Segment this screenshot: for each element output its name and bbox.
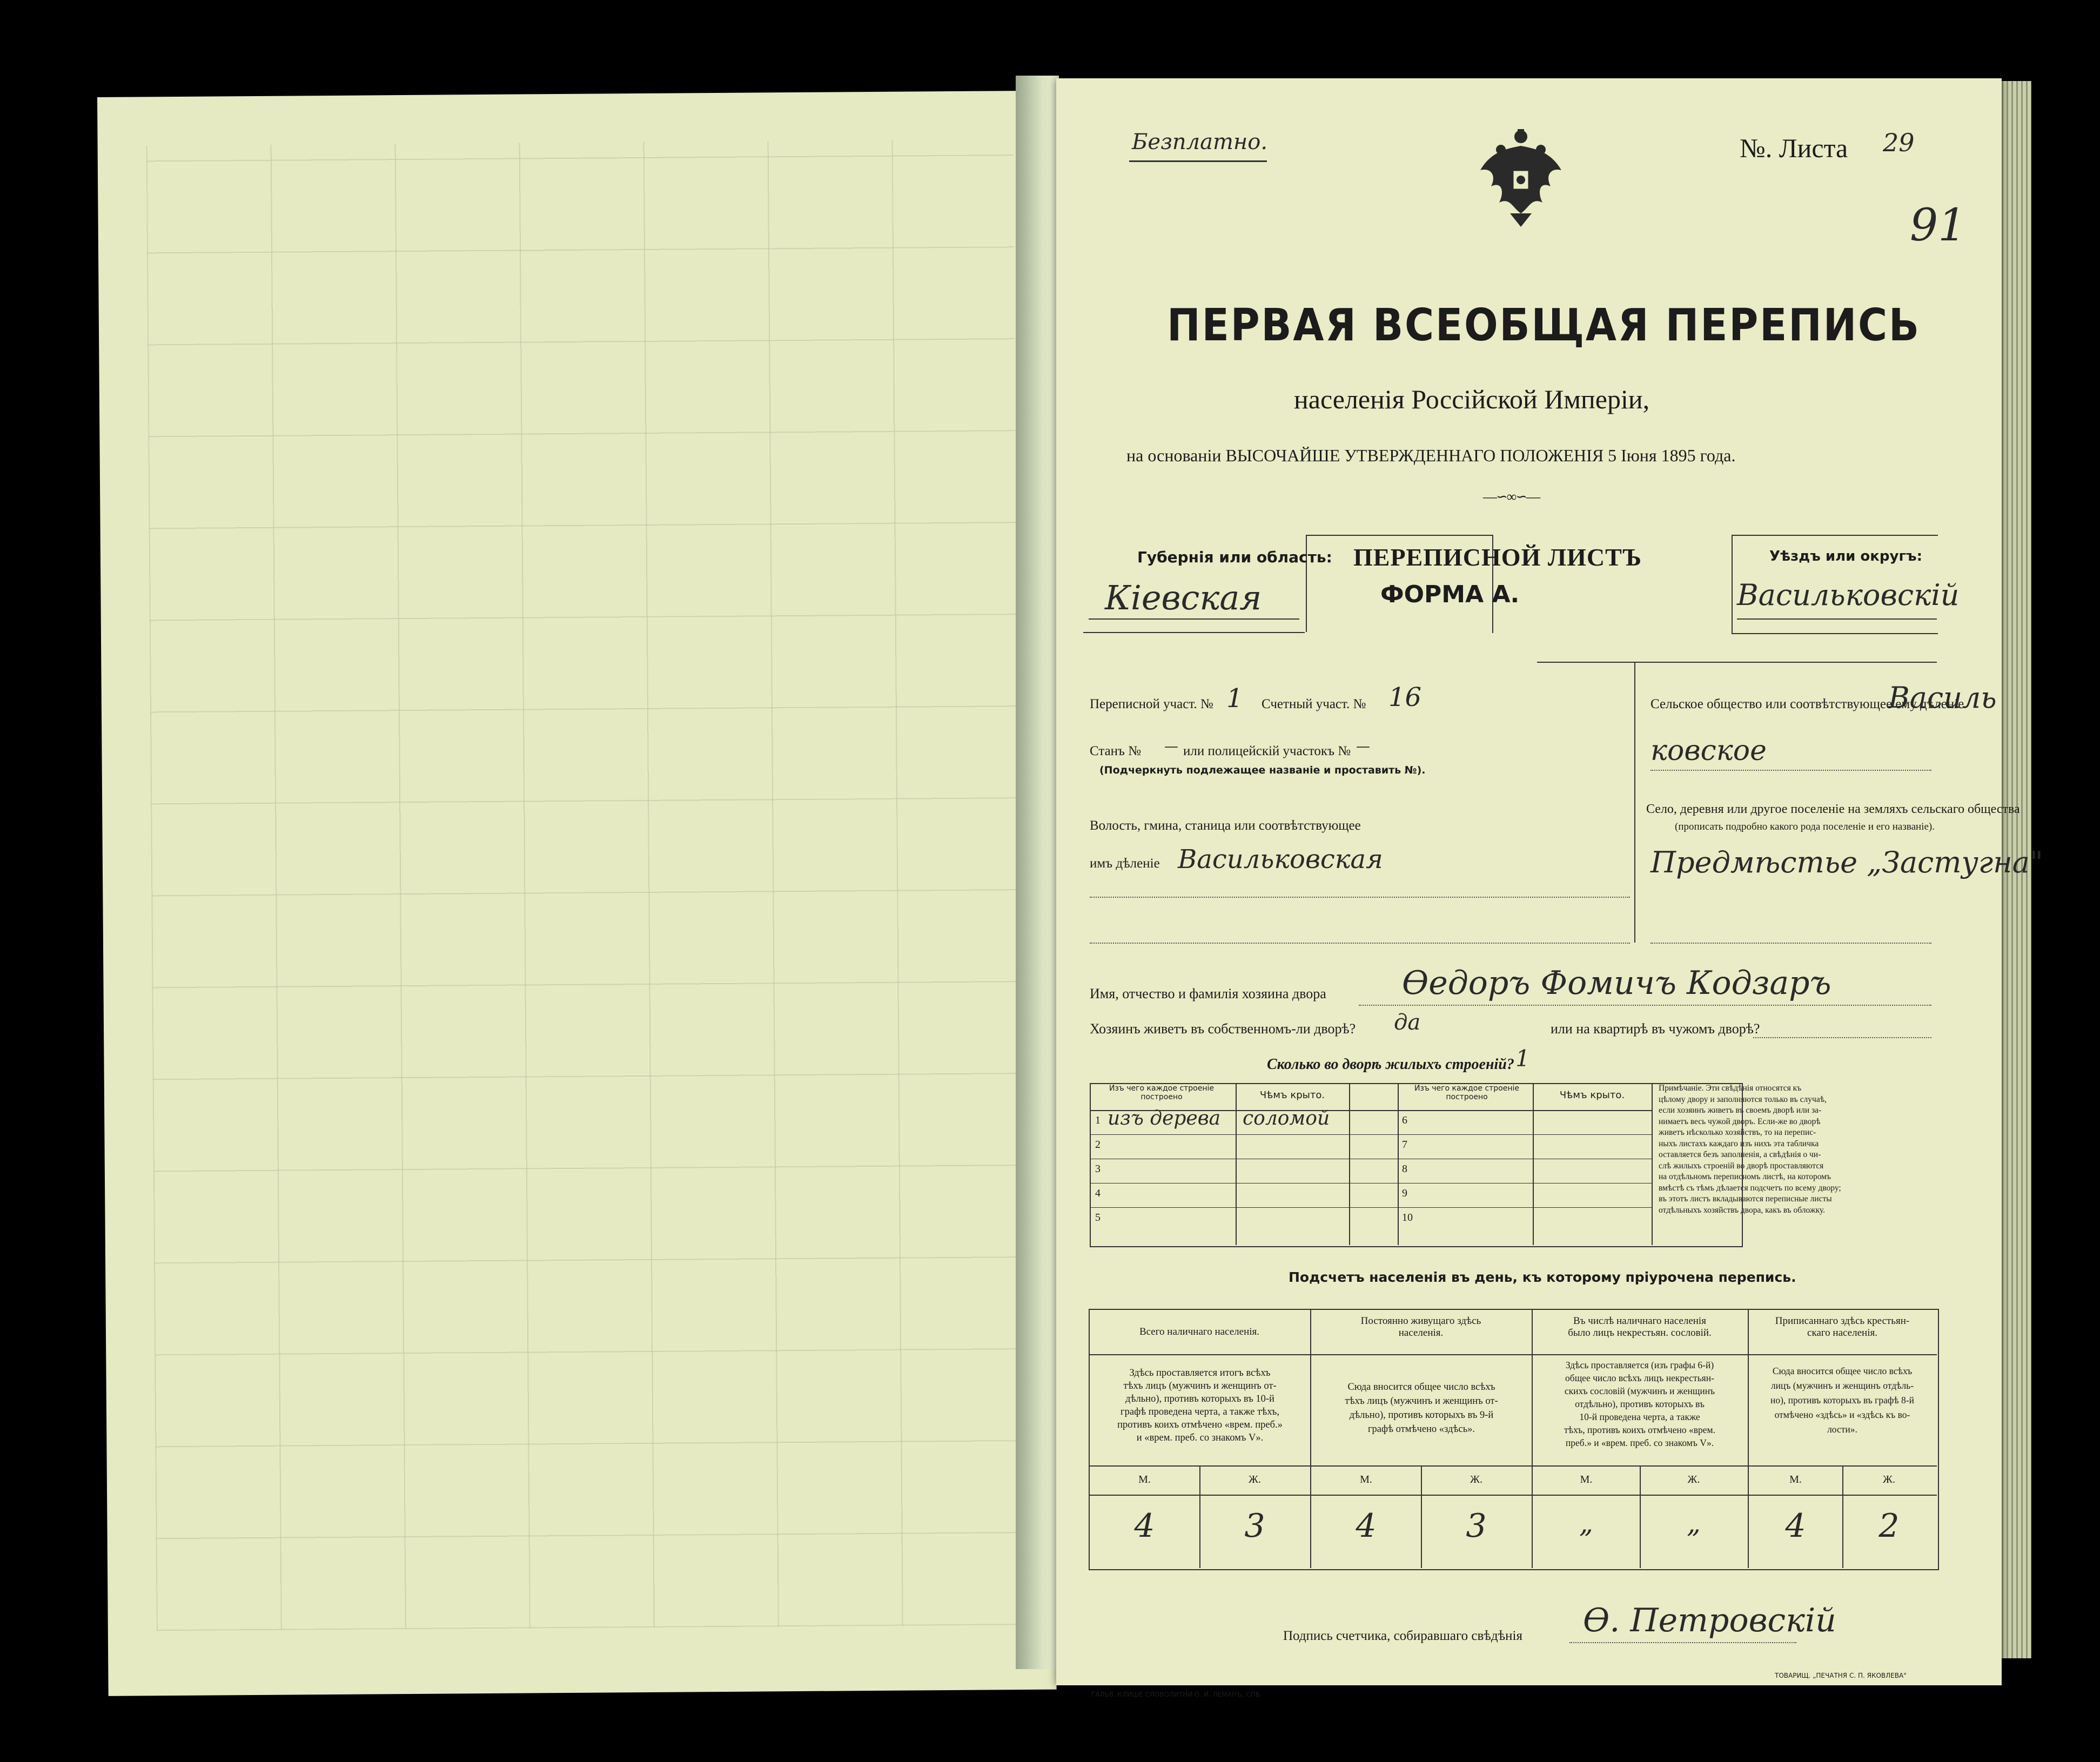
society-line [1651,770,1931,771]
title-line: Приписаннаго здѣсь крестьян- [1775,1315,1910,1327]
f-label: Ж. [1249,1474,1261,1485]
count-area-value: 16 [1388,682,1422,712]
f-value: 3 [1244,1507,1265,1545]
row-line [1090,1134,1652,1135]
row-num: 4 [1095,1187,1101,1199]
count-col-title [1749,1315,1936,1339]
note-line: на отдѣльномъ переписномъ листѣ, на которомъ [1659,1172,1831,1181]
title-line: скаго населенія. [1807,1327,1877,1339]
rent-label: или на квартирѣ въ чужомъ дворѣ? [1551,1021,1760,1037]
col-material-left: Изъ чего каждое строеніе построено [1109,1084,1215,1101]
desc-line: Сюда вносится общее число всѣхъ [1347,1382,1495,1393]
desc-line: преб.» и «врем. преб. со знакомъ V». [1565,1437,1714,1448]
village-label: Село, деревня или другое поселеніе на земляхъ сельскаго общества [1646,802,2020,816]
census-basis: на основаніи ВЫСОЧАЙШЕ УТВЕРЖДЕННАГО ПОЛОЖЕНІЯ 5 Іюня 1895 года. [1126,446,1736,465]
police-value: — [1356,738,1370,755]
f-label: Ж. [1883,1474,1895,1485]
note-line: если хозяинъ живетъ въ своемъ дворѣ или за- [1659,1106,1822,1115]
desc-line: Здѣсь проставляется итогъ всѣхъ [1129,1368,1271,1378]
desc-line: отдѣльно), противъ которыхъ въ [1575,1398,1705,1409]
count-col-desc [1314,1380,1528,1436]
desc-line: тѣхъ лицъ (мужчинъ и женщинъ от- [1123,1381,1277,1391]
signature-line [1569,1642,1796,1643]
row-num: 9 [1402,1187,1407,1199]
row-material: изъ дерева [1108,1107,1221,1129]
bleed-through-grid [146,139,1024,1631]
village-value: Предмѣстье „Застугна" [1651,845,2043,879]
desc-line: лости». [1827,1424,1857,1435]
village-hint: (прописать подробно какого рода поселеніе и его названіе). [1675,821,1935,832]
note-line: живетъ нѣсколько хозяйствъ, то на перепис- [1659,1128,1816,1137]
police-label: или полицейскій участокъ № [1183,744,1351,758]
owner-value: Ѳедоръ Фомичъ Кодзаръ [1402,964,1831,1002]
row-num: 2 [1095,1139,1101,1151]
district-value: Васильковскій [1737,578,1960,612]
title-line: Постоянно живущаго здѣсь [1360,1315,1481,1327]
buildings-value: 1 [1515,1045,1530,1072]
ornament-divider: —∽∞∽— [1483,489,1540,505]
census-form-page [1056,78,2043,1698]
desc-line: скихъ сословій (мужчинъ и женщинъ [1564,1386,1715,1396]
owner-label: Имя, отчество и фамилія хозяина двора [1090,986,1326,1001]
m-label: М. [1580,1474,1593,1485]
row-line [1089,1465,1937,1467]
col-divider [1652,1083,1653,1245]
count-heading: Подсчетъ населенія въ день, къ которому пріурочена перепись. [1289,1269,1796,1285]
col-material-right: Изъ чего каждое строеніе построено [1414,1084,1520,1101]
note-line: оставляется безъ заполненія, а свѣдѣнія о чи- [1659,1150,1821,1159]
note-line: слѣ жилыхъ строеній во дворѣ проставляются [1659,1161,1824,1171]
printer-right: ТОВАРИЩ. „ПЕЧАТНЯ С. П. ЯКОВЛЕВА" [1775,1672,1907,1679]
desc-line: и «врем. преб. со знакомъ V». [1136,1433,1264,1443]
volost-label-1: Волость, гмина, станица или соотвѣтствующее [1090,818,1361,833]
note-line: отдѣльныхъ хозяйствъ двора, какъ въ обложку. [1659,1205,1826,1215]
count-col-title [1311,1315,1531,1339]
census-area-value: 1 [1226,683,1243,714]
stan-hint: (Подчеркнуть подлежащее названіе и проставить №). [1099,764,1426,776]
society-value-2: ковское [1651,735,1767,767]
desc-line: Здѣсь проставляется (изъ графы 6-й) [1565,1360,1714,1370]
buildings-label: Сколько во дворѣ жилыхъ строеній? [1267,1056,1514,1073]
m-value: 4 [1785,1507,1806,1545]
archive-number: 91 [1910,200,1967,251]
owner-line [1359,1005,1931,1006]
desc-line: тѣхъ лицъ (мужчинъ и женщинъ от- [1345,1396,1498,1407]
col-divider [1398,1083,1399,1245]
desc-line: тѣхъ, противъ коихъ отмѣчено «врем. [1564,1424,1715,1435]
note-line: нимаетъ весь чужой дворъ. Если-же во дворѣ [1659,1117,1821,1126]
desc-line: 10-й проведена черта, а также [1579,1411,1700,1422]
f-label: Ж. [1687,1474,1700,1485]
village-line [1651,943,1931,944]
count-col-title [1533,1315,1747,1339]
province-label: Губернія или область: [1137,548,1332,566]
row-num: 7 [1402,1139,1407,1151]
own-yard-value: да [1394,1010,1421,1035]
desc-line: но), противъ которыхъ въ графѣ 8-й [1770,1395,1914,1405]
desc-line: противъ коихъ отмѣчено «врем. преб.» [1117,1420,1283,1430]
book-spine [1016,76,1059,1669]
desc-line: графѣ проведена черта, а также тѣхъ, [1121,1407,1279,1417]
note-line: ныхъ листахъ каждаго изъ нихъ эта табличка [1659,1139,1819,1148]
province-value: Кіевская [1105,578,1262,617]
district-label: Уѣздъ или округъ: [1769,548,1922,564]
sheet-number-value: 29 [1883,128,1915,157]
row-num: 1 [1095,1114,1101,1126]
col-divider [1349,1083,1350,1245]
desc-line: лицъ (мужчинъ и женщинъ отдѣль- [1770,1380,1914,1391]
row-num: 5 [1095,1212,1101,1223]
title-line: населенія. [1398,1327,1444,1339]
col-divider [1533,1083,1534,1245]
sheet-number-label: №. Листа [1740,133,1848,163]
imperial-eagle-emblem [1475,127,1567,230]
f-value: 2 [1878,1507,1900,1545]
society-label: Сельское общество или соотвѣтствующее ему дѣленіе [1651,697,1964,711]
col-divider [1236,1083,1237,1245]
note-line: вмѣстѣ съ тѣмъ дѣлается подсчетъ по всему двору; [1659,1183,1841,1193]
stan-label: Станъ № [1090,744,1142,758]
row-num: 10 [1402,1212,1413,1223]
title-line: было лицъ некрестьян. сословій. [1568,1327,1712,1339]
census-area-label: Переписной участ. № [1090,697,1213,711]
row-num: 3 [1095,1163,1101,1175]
row-line [1090,1207,1652,1208]
stan-value: — [1164,738,1178,755]
society-value-1: Василь [1888,681,1997,715]
free-underline [1129,160,1267,162]
desc-line: общее число всѣхъ лицъ некрестьян- [1565,1373,1714,1383]
desc-line: Сюда вносится общее число всѣхъ [1772,1366,1913,1376]
m-label: М. [1789,1474,1802,1485]
row-roof: соломой [1243,1107,1330,1129]
desc-line: отмѣчено «здѣсь» и «здѣсь къ во- [1774,1409,1910,1420]
f-label: Ж. [1470,1474,1482,1485]
row-num: 6 [1402,1114,1407,1126]
form-subtitle: ФОРМА А. [1380,581,1520,608]
signature-label: Подпись счетчика, собиравшаго свѣдѣнія [1283,1629,1522,1643]
volost-label-2: имъ дѣленіе [1090,856,1160,871]
m-label: М. [1360,1474,1372,1485]
left-page [97,91,1057,1696]
count-area-label: Счетный участ. № [1262,697,1366,711]
m-value: 4 [1356,1507,1377,1545]
census-subtitle: населенія Россійской Имперіи, [1294,384,1650,414]
m-label: М. [1138,1474,1151,1485]
desc-line: дѣльно), противъ которыхъ въ 9-й [1349,1410,1494,1421]
row-num: 8 [1402,1163,1407,1175]
volost-value: Васильковская [1178,844,1383,875]
fields-divider [1634,662,1635,943]
buildings-note [1659,1083,1934,1216]
rent-line [1753,1037,1931,1038]
volost-line [1090,897,1630,898]
printer-left: ГАЛЬВ. КЛИШЕ СЛОВОЛИТНИ О. И. ЛЕМАНЪ, СПБ [1091,1691,1260,1698]
row-line [1089,1354,1937,1355]
m-value: „ [1579,1508,1593,1539]
desc-line: дѣльно), противъ которыхъ въ 10-й [1125,1394,1274,1404]
title-line: Въ числѣ наличнаго населенія [1573,1315,1706,1327]
col-roof-left: Чѣмъ крыто. [1259,1090,1325,1101]
f-value: „ [1687,1508,1701,1539]
own-yard-label: Хозяинъ живетъ въ собственномъ-ли дворѣ? [1090,1021,1356,1037]
count-col-desc [1752,1364,1933,1437]
count-col-title: Всего наличнаго населенія. [1139,1326,1260,1337]
note-line: цѣлому двору и заполняются только въ случаѣ, [1659,1094,1827,1104]
count-col-desc [1093,1367,1307,1444]
signature-value: Ѳ. Петровскій [1583,1602,1836,1639]
note-line: Примѣчаніе. Эти свѣдѣнія относятся къ [1659,1084,1802,1093]
free-label: Безплатно. [1132,130,1268,154]
col-roof-right: Чѣмъ крыто. [1559,1090,1625,1101]
row-line [1089,1495,1937,1496]
census-title: ПЕРВАЯ ВСЕОБЩАЯ ПЕРЕПИСЬ [1167,300,1921,351]
province-underline [1089,618,1299,620]
f-value: 3 [1466,1507,1487,1545]
district-underline [1737,618,1937,620]
volost-line-2 [1090,943,1630,944]
count-col-desc [1535,1359,1745,1449]
note-line: въ этотъ листъ вкладываются переписные листы [1659,1194,1832,1203]
desc-line: графѣ отмѣчено «здѣсь». [1367,1424,1475,1435]
form-title: ПЕРЕПИСНОЙ ЛИСТЪ [1353,543,1642,571]
section-top-line [1537,662,1937,663]
m-value: 4 [1134,1507,1155,1545]
